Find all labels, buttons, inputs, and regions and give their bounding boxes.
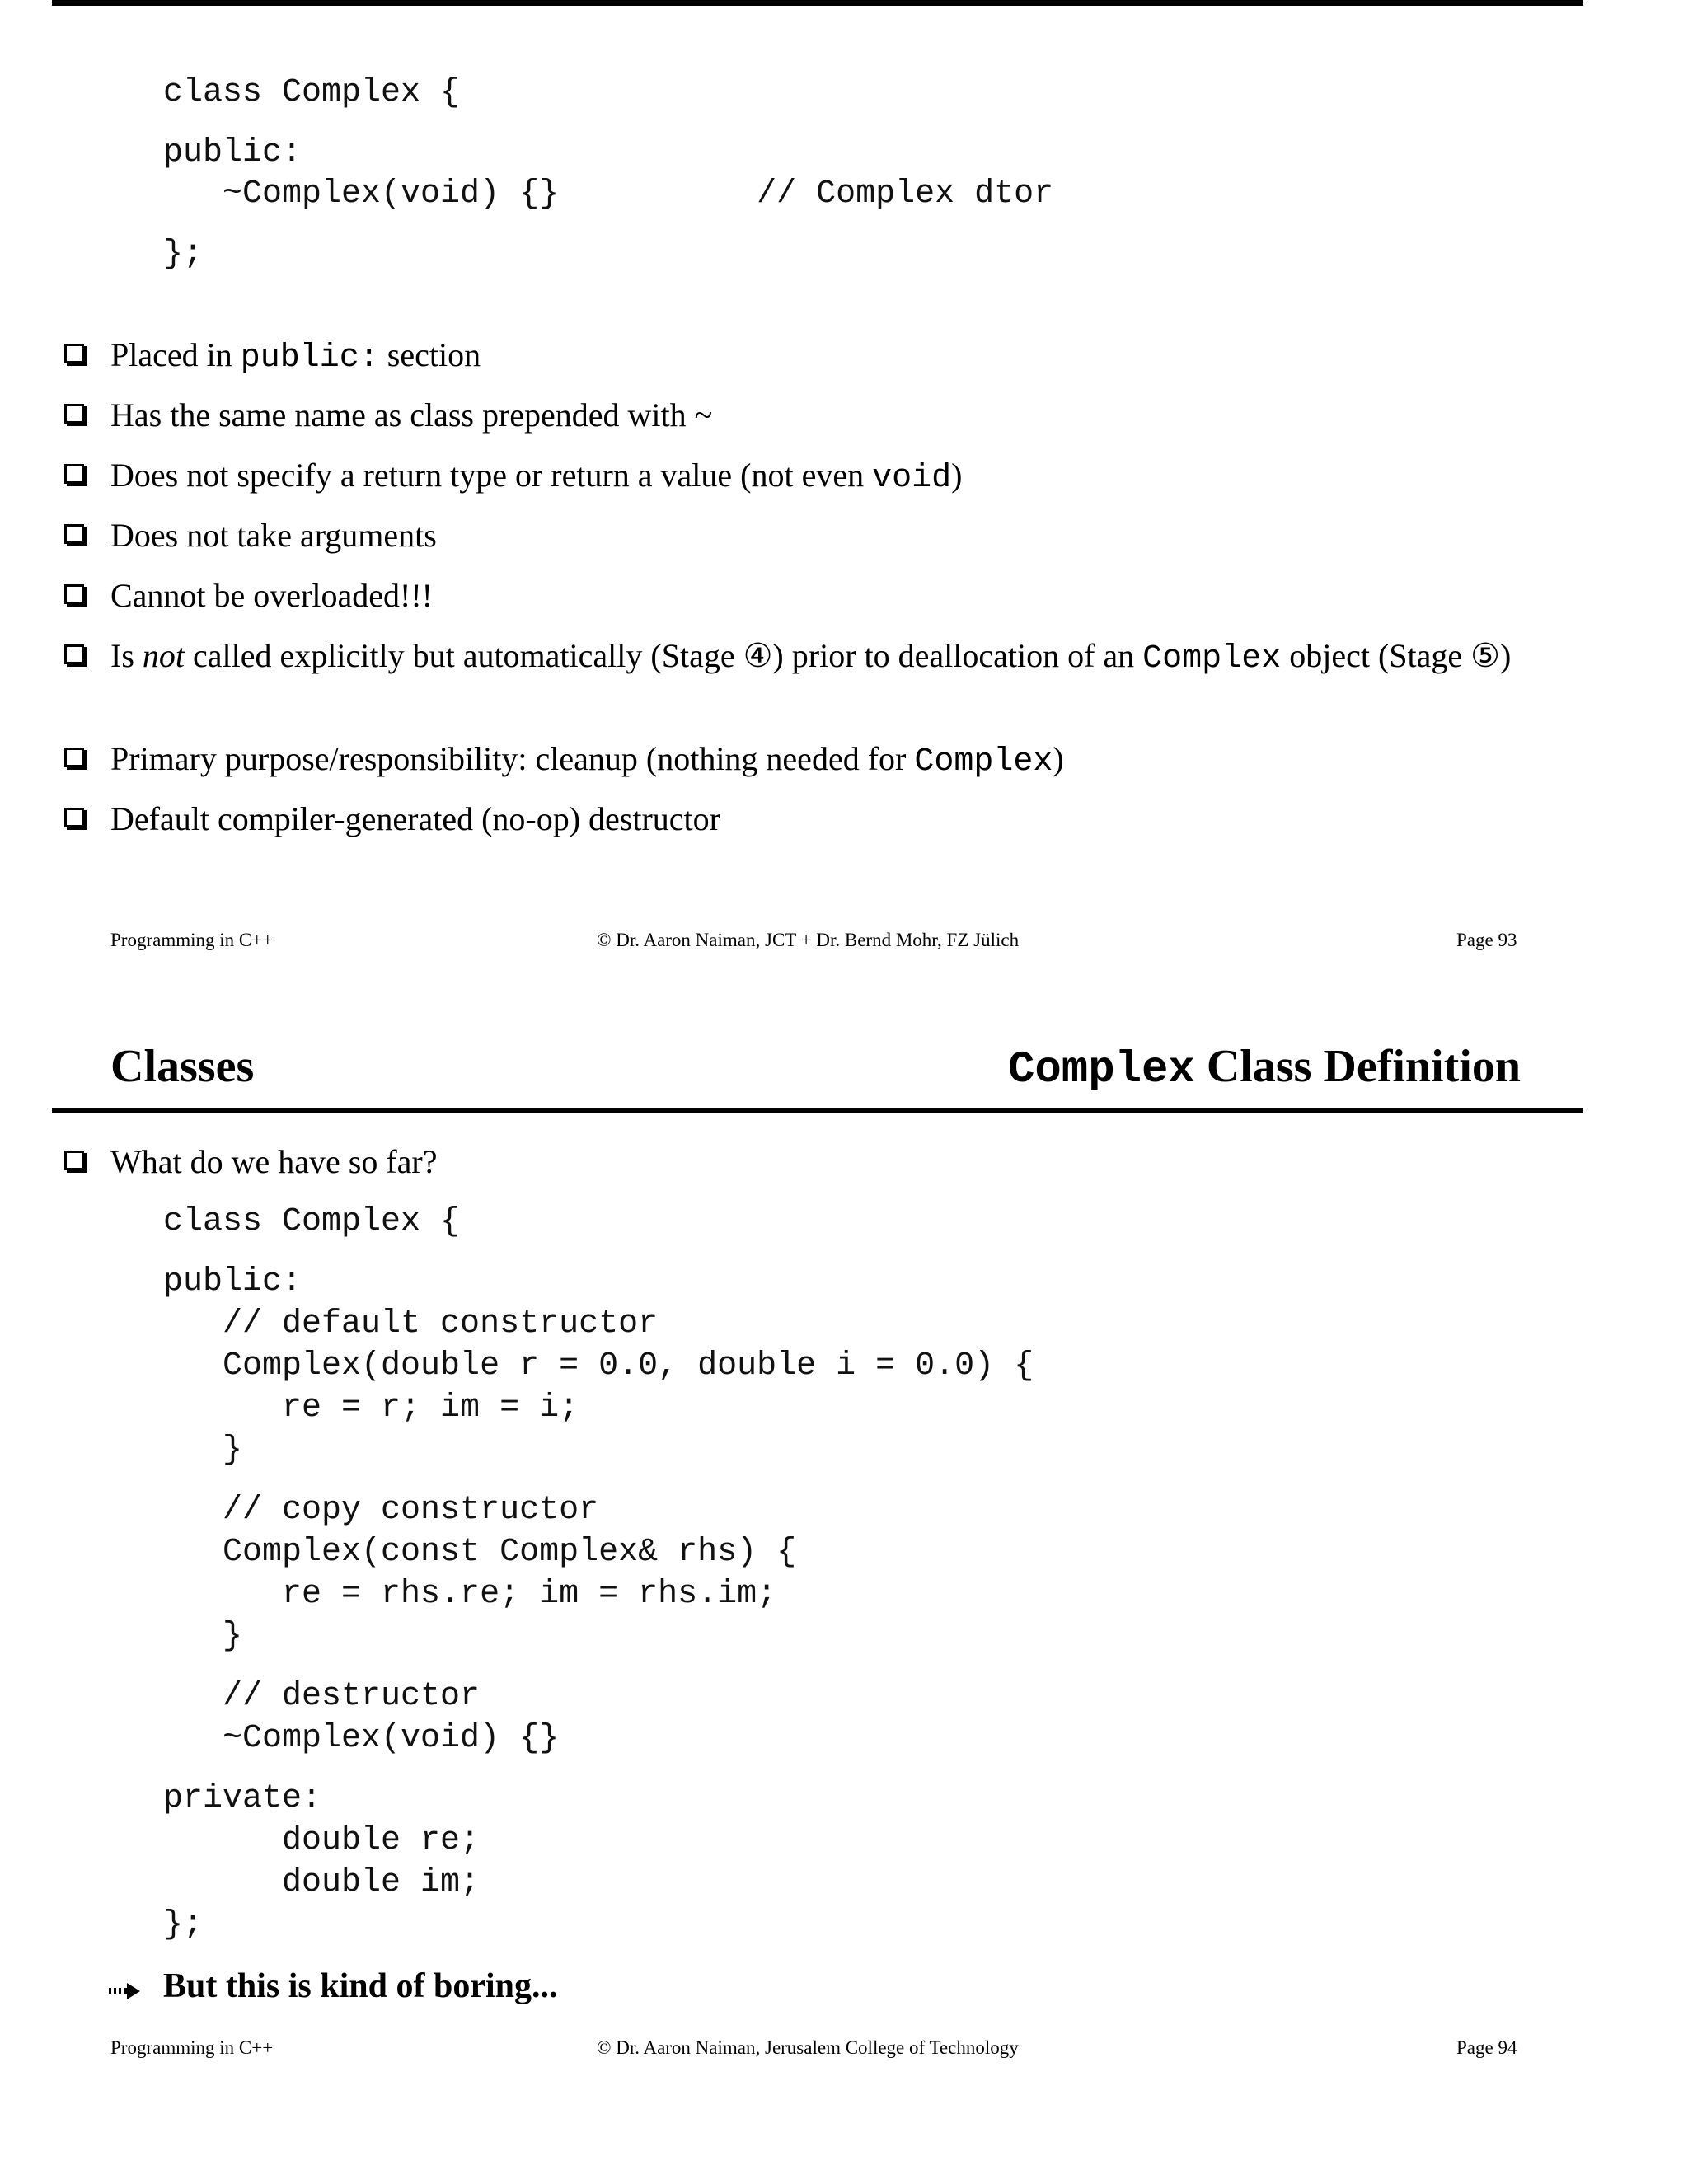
bullet-item: Placed in public: section [110, 334, 1528, 380]
checkbox-bullet-icon [64, 644, 84, 664]
footer-left: Programming in C++ [110, 930, 274, 950]
bullet-item: Is not called explicitly but automatically (Stage ④) prior to deallocation of an Complex object (Stage ⑤) [110, 635, 1528, 681]
code-line: re = rhs.re; im = rhs.im; [163, 1576, 777, 1613]
code-line: re = r; im = i; [163, 1390, 579, 1427]
checkbox-bullet-icon [64, 524, 84, 544]
code-line: class Complex { [163, 74, 461, 111]
arrow-bullet-icon [109, 1983, 142, 1999]
code-line: double im; [163, 1864, 481, 1901]
footer-center: © Dr. Aaron Naiman, JCT + Dr. Bernd Mohr, FZ Jülich [597, 930, 1020, 950]
checkbox-bullet-icon [64, 584, 84, 604]
footer-page-number: Page 93 [1456, 930, 1517, 950]
code-line: Complex(double r = 0.0, double i = 0.0) { [163, 1347, 1034, 1385]
checkbox-bullet-icon [64, 808, 84, 827]
page-title-code: Complex [1008, 1045, 1195, 1095]
code-line: public: [163, 1263, 302, 1301]
page-title-text: Class Definition [1194, 1041, 1521, 1092]
bullet-item: Does not take arguments [110, 514, 1528, 557]
code-line: private: [163, 1780, 322, 1817]
checkbox-bullet-icon [64, 748, 84, 767]
code-line: double re; [163, 1822, 481, 1859]
conclusion-text: But this is kind of boring... [163, 1967, 558, 2005]
top-rule [52, 0, 1583, 6]
page-title [1008, 1040, 1521, 1097]
code-line: } [163, 1432, 243, 1469]
code-line: }; [163, 236, 204, 273]
bullet-item: Primary purpose/responsibility: cleanup (nothing needed for Complex) [110, 738, 1528, 784]
bullet-item: Has the same name as class prepended with ~ [110, 394, 1528, 437]
bullet-item: What do we have so far? [110, 1141, 1528, 1183]
code-line: ~Complex(void) {} [163, 1720, 560, 1757]
checkbox-bullet-icon [64, 1151, 84, 1170]
bullet-item: Cannot be overloaded!!! [110, 574, 1528, 617]
footer-center: © Dr. Aaron Naiman, Jerusalem College of Technology [597, 2037, 1019, 2058]
code-line: Complex(const Complex& rhs) { [163, 1534, 797, 1571]
footer-page-number: Page 94 [1456, 2037, 1517, 2058]
checkbox-bullet-icon [64, 404, 84, 424]
checkbox-bullet-icon [64, 464, 84, 484]
code-line: } [163, 1618, 243, 1655]
bullet-item: Default compiler-generated (no-op) destructor [110, 798, 1528, 841]
code-line: public: [163, 134, 302, 171]
checkbox-bullet-icon [64, 344, 84, 363]
code-line: // default constructor [163, 1305, 659, 1343]
code-line: class Complex { [163, 1203, 461, 1240]
section-heading: Classes [110, 1041, 255, 1092]
code-line: // destructor [163, 1678, 481, 1715]
header-rule [52, 1108, 1583, 1113]
bullet-item: Does not specify a return type or return a value (not even void) [110, 454, 1528, 500]
code-line: }; [163, 1906, 204, 1943]
code-line: ~Complex(void) {} // Complex dtor [163, 176, 1054, 213]
footer-left: Programming in C++ [110, 2037, 274, 2058]
code-line: // copy constructor [163, 1492, 599, 1529]
